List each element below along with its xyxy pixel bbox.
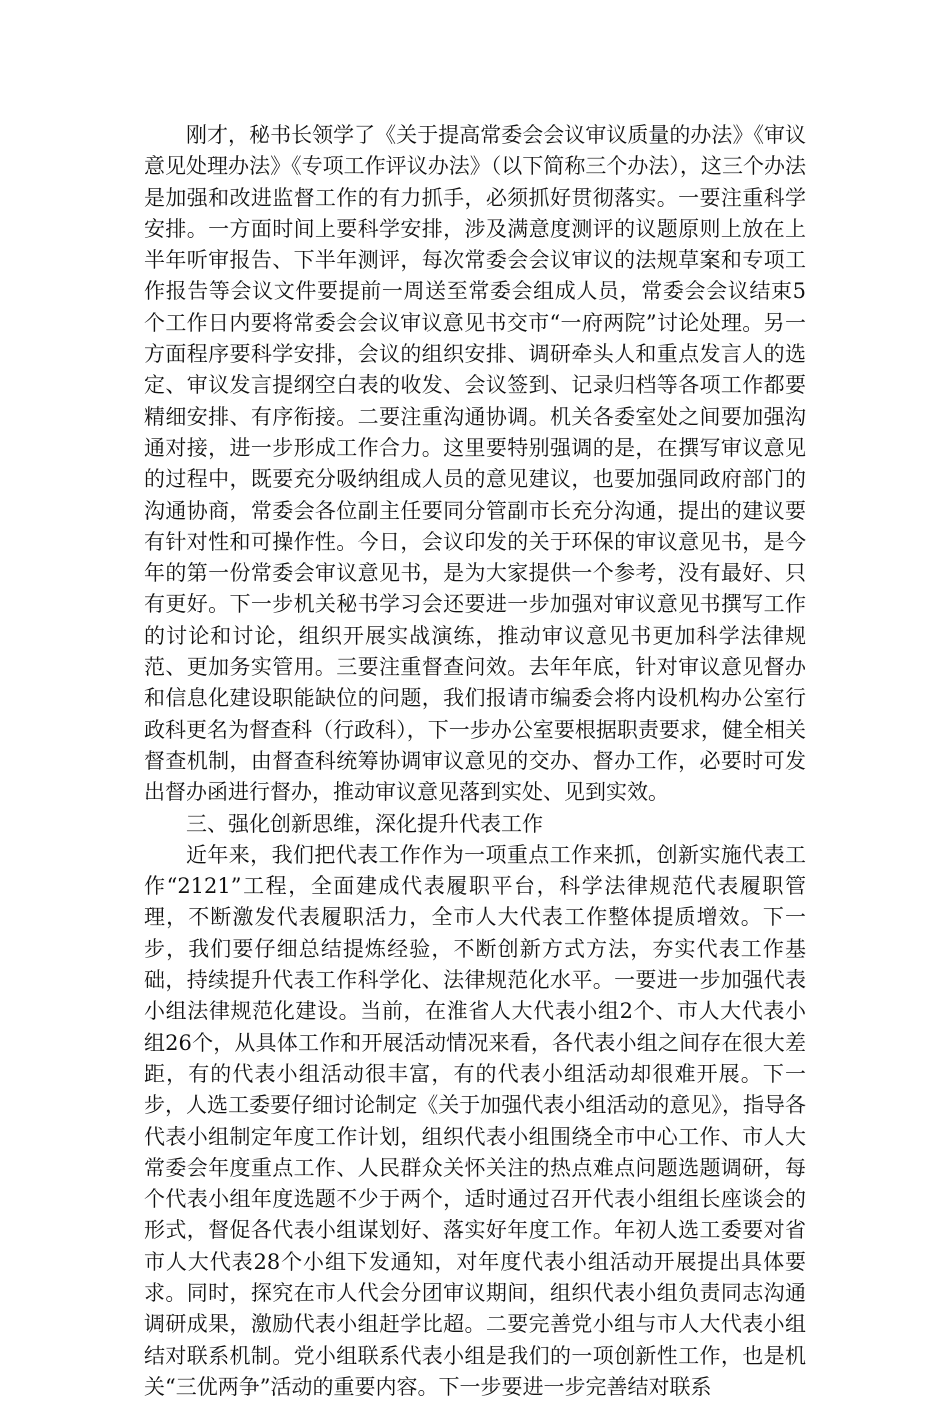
section-heading-deputy-work: 三、强化创新思维，深化提升代表工作 <box>186 811 543 836</box>
document-body <box>144 120 806 1403</box>
paragraph-supervision-measures: 刚才，秘书长领学了《关于提高常委会会议审议质量的办法》《审议意见处理办法》《专项工作评议办法》（以下简称三个办法），这三个办法是加强和改进监督工作的有力抓手，必须抓好贯彻落实。一要注重科学安排。一方面时间上要科学安排，涉及满意度测评的议题原则上放在上半年听审报告、下半年测评，每次常委会会议审议的法规草案和专项工作报告等会议文件要提前一周送至常委会组成人员，常委会会议结束5个工作日内要将常委会会议审议意见书交市“一府两院”讨论处理。另一方面程序要科学安排，会议的组织安排、调研牵头人和重点发言人的选定、审议发言提纲空白表的收发、会议签到、记录归档等各项工作都要精细安排、有序衔接。二要注重沟通协调。机关各委室处之间要加强沟通对接，进一步形成工作合力。这里要特别强调的是，在撰写审议意见的过程中，既要充分吸纳组成人员的意见建议，也要加强同政府部门的沟通协商，常委会各位副主任要同分管副市长充分沟通，提出的建议要有针对性和可操作性。今日，会议印发的关于环保的审议意见书，是今年的第一份常委会审议意见书，是为大家提供一个参考，没有最好、只有更好。下一步机关秘书学习会还要进一步加强对审议意见书撰写工作的讨论和讨论，组织开展实战演练，推动审议意见书更加科学法律规范、更加务实管用。三要注重督查问效。去年年底，针对审议意见督办和信息化建设职能缺位的问题，我们报请市编委会将内设机构办公室行政科更名为督查科（行政科），下一步办公室要根据职责要求，健全相关督查机制，由督查科统筹协调审议意见的交办、督办工作，必要时可发出督办函进行督办，推动审议意见落到实处、见到实效。 <box>144 123 806 805</box>
paragraph-deputy-work: 近年来，我们把代表工作作为一项重点工作来抓，创新实施代表工作“2121”工程，全面建成代表履职平台，科学法律规范代表履职管理，不断激发代表履职活力，全市人大代表工作整体提质增效。下一步，我们要仔细总结提炼经验，不断创新方式方法，夯实代表工作基础，持续提升代表工作科学化、法律规范化水平。一要进一步加强代表小组法律规范化建设。当前，在淮省人大代表小组2个、市人大代表小组26个，从具体工作和开展活动情况来看，各代表小组之间存在很大差距，有的代表小组活动很丰富，有的代表小组活动却很难开展。下一步，人选工委要仔细讨论制定《关于加强代表小组活动的意见》，指导各代表小组制定年度工作计划，组织代表小组围绕全市中心工作、市人大常委会年度重点工作、人民群众关怀关注的热点难点问题选题调研，每个代表小组年度选题不少于两个，适时通过召开代表小组组长座谈会的形式，督促各代表小组谋划好、落实好年度工作。年初人选工委要对省市人大代表28个小组下发通知，对年度代表小组活动开展提出具体要求。同时，探究在市人代会分团审议期间，组织代表小组负责同志沟通调研成果，激励代表小组赶学比超。二要完善党小组与市人大代表小组结对联系机制。党小组联系代表小组是我们的一项创新性工作，也是机关“三优两争”活动的重要内容。下一步要进一步完善结对联系 <box>144 842 806 1399</box>
